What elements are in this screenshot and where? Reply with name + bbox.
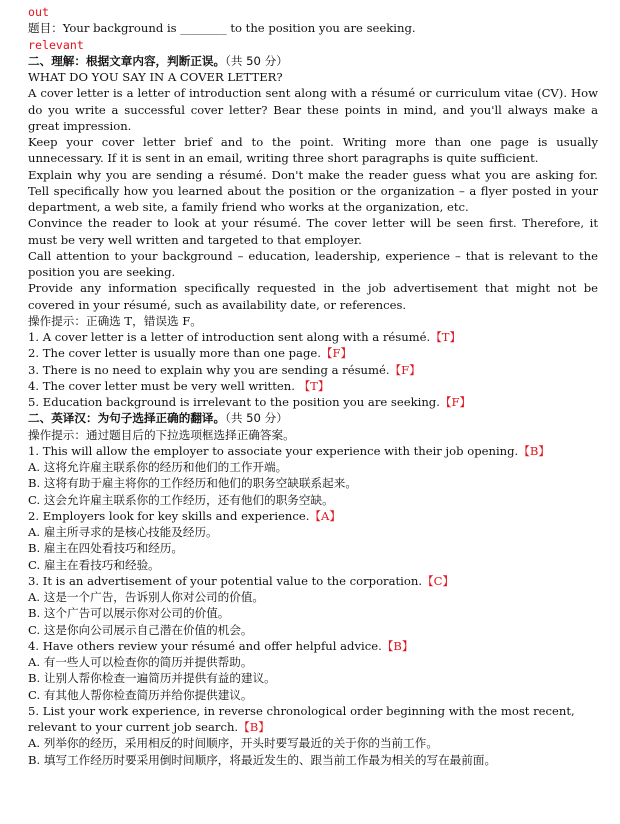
part1-heading (28, 53, 598, 69)
statement-text: 4. The cover letter must be very well written. (28, 378, 299, 393)
option-item: A. 有一些人可以检查你的简历并提供帮助。 (28, 655, 253, 669)
statement-text: 2. The cover letter is usually more than one page. (28, 346, 321, 361)
question-text: 1. This will allow the employer to associate your experience with their job opening. (28, 443, 519, 458)
translation-question (28, 508, 598, 524)
question-text: 4. Have others review your résumé and offer helpful advice. (28, 638, 382, 653)
answer-badge: 【T】 (430, 330, 462, 344)
statement-item (28, 329, 598, 345)
translation-question (28, 638, 598, 654)
statement-text: 3. There is no need to explain why you are sending a résumé. (28, 362, 390, 377)
passage-title: WHAT DO YOU SAY IN A COVER LETTER? (28, 70, 283, 84)
option-item: B. 这个广告可以展示你对公司的价值。 (28, 606, 230, 621)
translation-question (28, 719, 598, 735)
question-text: 3. It is an advertisement of your potential value to the corporation. (28, 573, 423, 588)
part2-heading (28, 410, 598, 426)
option-item: C. 雇主在看技巧和经验。 (28, 557, 160, 572)
option-item: B. 让别人帮你检查一遍简历并提供有益的建议。 (28, 671, 276, 686)
answer-badge: 【F】 (320, 346, 353, 361)
out-tag: out (28, 5, 49, 19)
option-item: A. 这将允许雇主联系你的经历和他们的工作开端。 (28, 460, 288, 474)
answer-badge: 【B】 (381, 638, 414, 653)
answer-badge: 【B】 (238, 720, 270, 734)
answer-badge: 【F】 (389, 362, 421, 377)
part2-instruction: 操作提示：通过题目后的下拉选项框选择正确答案。 (28, 427, 295, 442)
part1-title: 二、理解：根据文章内容，判断正误。 (28, 53, 226, 68)
statement-item (28, 345, 598, 361)
option-item: C. 这会允许雇主联系你的工作经历，还有他们的职务空缺。 (28, 492, 334, 507)
statement-text: 5. Education background is irrelevant to the position you are seeking. (28, 395, 440, 409)
option-item: A. 列举你的经历，采用相反的时间顺序，开头时要写最近的关于你的当前工作。 (28, 736, 438, 751)
passage-paragraph: Keep your cover letter brief and to the point. Writing more than one page is usually unnecessary. If it is sent in an email, writing three short paragraphs is quite sufficient. (28, 135, 602, 166)
answer-badge: 【A】 (309, 508, 341, 523)
translation-question (28, 443, 598, 459)
passage-paragraph: Convince the reader to look at your résumé. The cover letter will be seen first. Therefore, it must be very well written and targeted to that employer. (28, 216, 602, 247)
answer-badge: 【B】 (518, 443, 550, 458)
statement-item (28, 378, 598, 394)
option-item: C. 有其他人帮你检查简历并给你提供建议。 (28, 687, 253, 702)
passage-paragraph: A cover letter is a letter of introduction sent along with a résumé or curriculum vitae (CV). How do you write a successful cover letter? Bear these points in mind, and you'll always make a great impression. (28, 86, 602, 133)
answer-badge: 【F】 (439, 395, 472, 409)
statement-item (28, 362, 598, 378)
statement-text: 1. A cover letter is a letter of introduction sent along with a résumé. (28, 330, 431, 344)
answer-badge: 【T】 (298, 378, 330, 393)
option-item: A. 这是一个广告，告诉别人你对公司的价值。 (28, 590, 265, 604)
part1-instruction: 操作提示：正确选 T，错误选 F。 (28, 313, 202, 328)
translation-question-line: 5. List your work experience, in reverse chronological order beginning with the most recent, (28, 703, 575, 718)
statement-item (28, 394, 598, 410)
option-item: B. 这将有助于雇主将你的工作经历和他们的职务空缺联系起来。 (28, 476, 357, 491)
passage-paragraph: Call attention to your background – education, leadership, experience – that is relevant to the position you are seeking. (28, 248, 602, 279)
option-item: A. 雇主所寻求的是核心技能及经历。 (28, 525, 218, 539)
option-item: B. 雇主在四处看技巧和经历。 (28, 541, 184, 556)
question-text: relevant to your current job search. (28, 720, 239, 734)
relevant-tag: relevant (28, 37, 84, 52)
question-text: 2. Employers look for key skills and experience. (28, 508, 310, 523)
part1-points: （共 50 分） (225, 53, 288, 68)
translation-question (28, 573, 598, 589)
passage-paragraph: Provide any information specifically requested in the job advertisement that might not be covered in your résumé, such as availability date, or references. (28, 281, 602, 312)
part2-points: （共 50 分） (225, 411, 288, 426)
passage-paragraph: Explain why you are sending a résumé. Don't make the reader guess what you are asking for. Tell specifically how you learned about the position or the organization – a flyer posted in your department, a web site, a family friend who works at the organization, etc. (28, 167, 602, 214)
question-line: 题目：Your background is ________ to the position you are seeking. (28, 21, 416, 36)
part2-title: 二、英译汉：为句子选择正确的翻译。 (28, 411, 226, 426)
option-item: C. 这是你向公司展示自己潜在价值的机会。 (28, 622, 253, 637)
answer-badge: 【C】 (422, 573, 455, 588)
option-item: B. 填写工作经历时要采用倒时间顺序，将最近发生的、跟当前工作最为相关的写在最前面。 (28, 752, 497, 767)
